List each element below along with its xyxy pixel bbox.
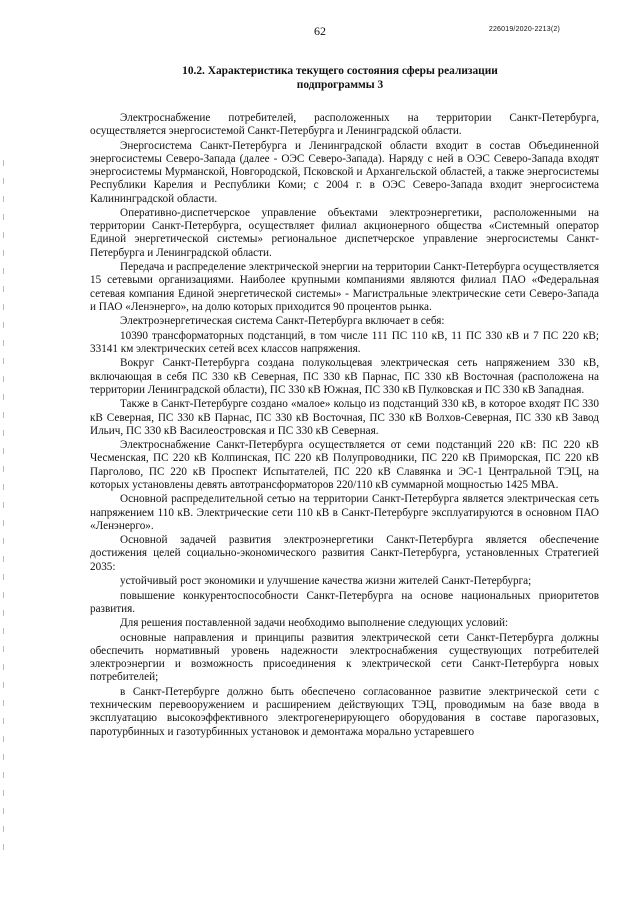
paragraph: Электроснабжение Санкт-Петербурга осуществляется от семи подстанций 220 кВ: ПС 220 кВ Чесменская, ПС 220 кВ Колпинская, ПС 220 кВ Полупроводники, ПС 220 кВ Приморская, ПС 220 кВ Парголово, ПС 220 кВ Проспект Испытателей, ПС 220 кВ Славянка и ЭС-1 Центральной ТЭЦ, на которых установлены девять автотрансформаторов 220/110 кВ суммарной мощностью 1425 МВА.	[90, 439, 599, 491]
list-item: основные направления и принципы развития электрической сети Санкт-Петербурга должны обеспечить нормативный уровень надежности электроснабжения существующих потребителей электроэнергии и возможность присоединения к электрической сети Санкт-Петербурга новых потребителей;	[90, 631, 599, 684]
paragraph: Основной задачей развития электроэнергетики Санкт-Петербурга является обеспечение достижения целей социально-экономического развития Санкт-Петербурга, установленных Стратегией 2035:	[90, 534, 599, 573]
paragraph: Вокруг Санкт-Петербурга создана полукольцевая электрическая сеть напряжением 330 кВ, включающая в себя ПС 330 кВ Северная, ПС 330 кВ Парнас, ПС 330 кВ Восточная (расположена на территории Ленинградской области), ПС 330 кВ Южная, ПС 330 кВ Пулковская и ПС 330 кВ Западная.	[90, 357, 599, 396]
paragraph: Передача и распределение электрической энергии на территории Санкт-Петербурга осуществляется 15 сетевыми организациями. Наиболее крупными компаниями являются филиал ПАО «Федеральная сетевая компания Единой энергетической системы» - Магистральные электрические сети Северо-Запада и ПАО «Ленэнерго», на долю которых приходится 90 процентов рынка.	[90, 261, 599, 313]
paragraph: Для решения поставленной задачи необходимо выполнение следующих условий:	[120, 617, 509, 630]
list-item: в Санкт-Петербурге должно быть обеспечено согласованное развитие электрической сети с техническим перевооружением и расширением действующих ТЭЦ, проводимым на базе ввода в эксплуатацию высокоэффективного электрогенерирующего оборудования в составе парогазовых, паротурбинных и газотурбинных установок и демонтажа морально устаревшего	[90, 685, 599, 738]
section-heading-line-2: подпрограммы 3	[296, 79, 384, 91]
list-item: повышение конкурентоспособности Санкт-Петербурга на основе национальных приоритетов развития.	[90, 589, 599, 615]
section-heading	[90, 64, 590, 92]
paragraph: Энергосистема Санкт-Петербурга и Ленинградской области входит в состав Объединенной энергосистемы Северо-Запада (далее - ОЭС Северо-Запада). Наряду с ней в ОЭС Северо-Запада входят энергосистемы Мурманской, Новгородской, Псковской и Архангельской областей, а также энергосистемы Республики Карелия и Республики Коми; с 2004 г. в ОЭС Северо-Запада входит энергосистема Калининградской области.	[90, 139, 599, 205]
paragraph: 10390 трансформаторных подстанций, в том числе 111 ПС 110 кВ, 11 ПС 330 кВ и 7 ПС 220 кВ; 33141 км электрических сетей всех классов напряжения.	[90, 329, 599, 355]
paragraph: Электроэнергетическая система Санкт-Петербурга включает в себя:	[120, 315, 445, 328]
paragraph: Основной распределительной сетью на территории Санкт-Петербурга является электрическая сеть напряжением 110 кВ. Электрические сети 110 кВ в Санкт-Петербурге эксплуатируются в основном ПАО «Ленэнерго».	[90, 493, 599, 532]
list-item: устойчивый рост экономики и улучшение качества жизни жителей Санкт-Петербурга;	[120, 575, 532, 588]
document-code: 226019/2020-2213(2)	[488, 26, 560, 33]
scan-edge-artifact	[3, 160, 4, 860]
body-text	[90, 112, 599, 740]
section-heading-line-1: 10.2. Характеристика текущего состояния сферы реализации	[182, 65, 498, 77]
paragraph: Также в Санкт-Петербурге создано «малое» кольцо из подстанций 330 кВ, в которое входят ПС 330 кВ Северная, ПС 330 кВ Парнас, ПС 330 кВ Восточная, ПС 330 кВ Волхов-Северная, ПС 330 кВ Завод Ильич, ПС 330 кВ Василеостровская и ПС 330 кВ Северная.	[90, 398, 599, 437]
paragraph: Оперативно-диспетчерское управление объектами электроэнергетики, расположенными на территории Санкт-Петербурга, осуществляет филиал акционерного общества «Системный оператор Единой энергетической системы» региональное диспетчерское управление энергосистемы Санкт-Петербурга и Ленинградской области.	[90, 207, 599, 259]
page-number: 62	[314, 24, 326, 38]
paragraph: Электроснабжение потребителей, расположенных на территории Санкт-Петербурга, осуществляется энергосистемой Санкт-Петербурга и Ленинградской области.	[90, 112, 599, 138]
